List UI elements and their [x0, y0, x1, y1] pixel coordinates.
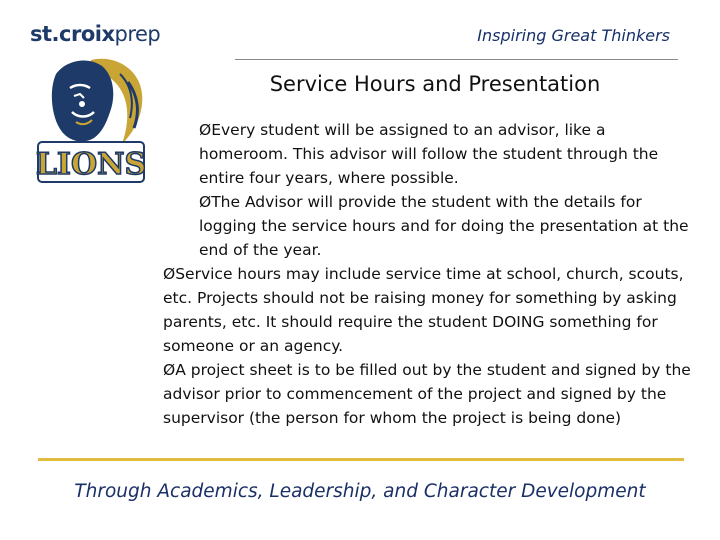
arrow-bullet-icon: Ø	[199, 193, 212, 211]
footer-motto: Through Academics, Leadership, and Character Development	[74, 481, 646, 502]
brand-wordmark	[30, 22, 160, 46]
slide-title: Service Hours and Presentation	[269, 72, 601, 96]
slide-body	[163, 118, 693, 430]
arrow-bullet-icon: Ø	[163, 361, 176, 379]
lion-logo-icon	[36, 52, 146, 192]
bullet-advisor-assignment: ØEvery student will be assigned to an advisor, like a homeroom. This advisor will follow the student through the entire four years, where possible.	[199, 121, 659, 187]
brand-name: st.croix	[30, 22, 115, 46]
arrow-bullet-icon: Ø	[163, 265, 176, 283]
bullet-service-hours: ØService hours may include service time at school, church, scouts, etc. Projects should not be raising money for something by asking parents, etc. It should require the student DOING something for someone or an agency.	[163, 265, 684, 355]
bullet-project-sheet: ØA project sheet is to be filled out by the student and signed by the advisor prior to commencement of the project and signed by the supervisor (the person for whom the project is being done)	[163, 361, 691, 427]
arrow-bullet-icon: Ø	[199, 121, 212, 139]
tagline: Inspiring Great Thinkers	[477, 26, 670, 45]
header-divider	[235, 59, 678, 60]
footer-divider	[38, 458, 684, 461]
brand-suffix: prep	[114, 22, 161, 46]
logo-text: LIONS	[36, 147, 146, 182]
bullet-advisor-details: ØThe Advisor will provide the student with the details for logging the service hours and for doing the presentation at the end of the year.	[199, 193, 689, 259]
